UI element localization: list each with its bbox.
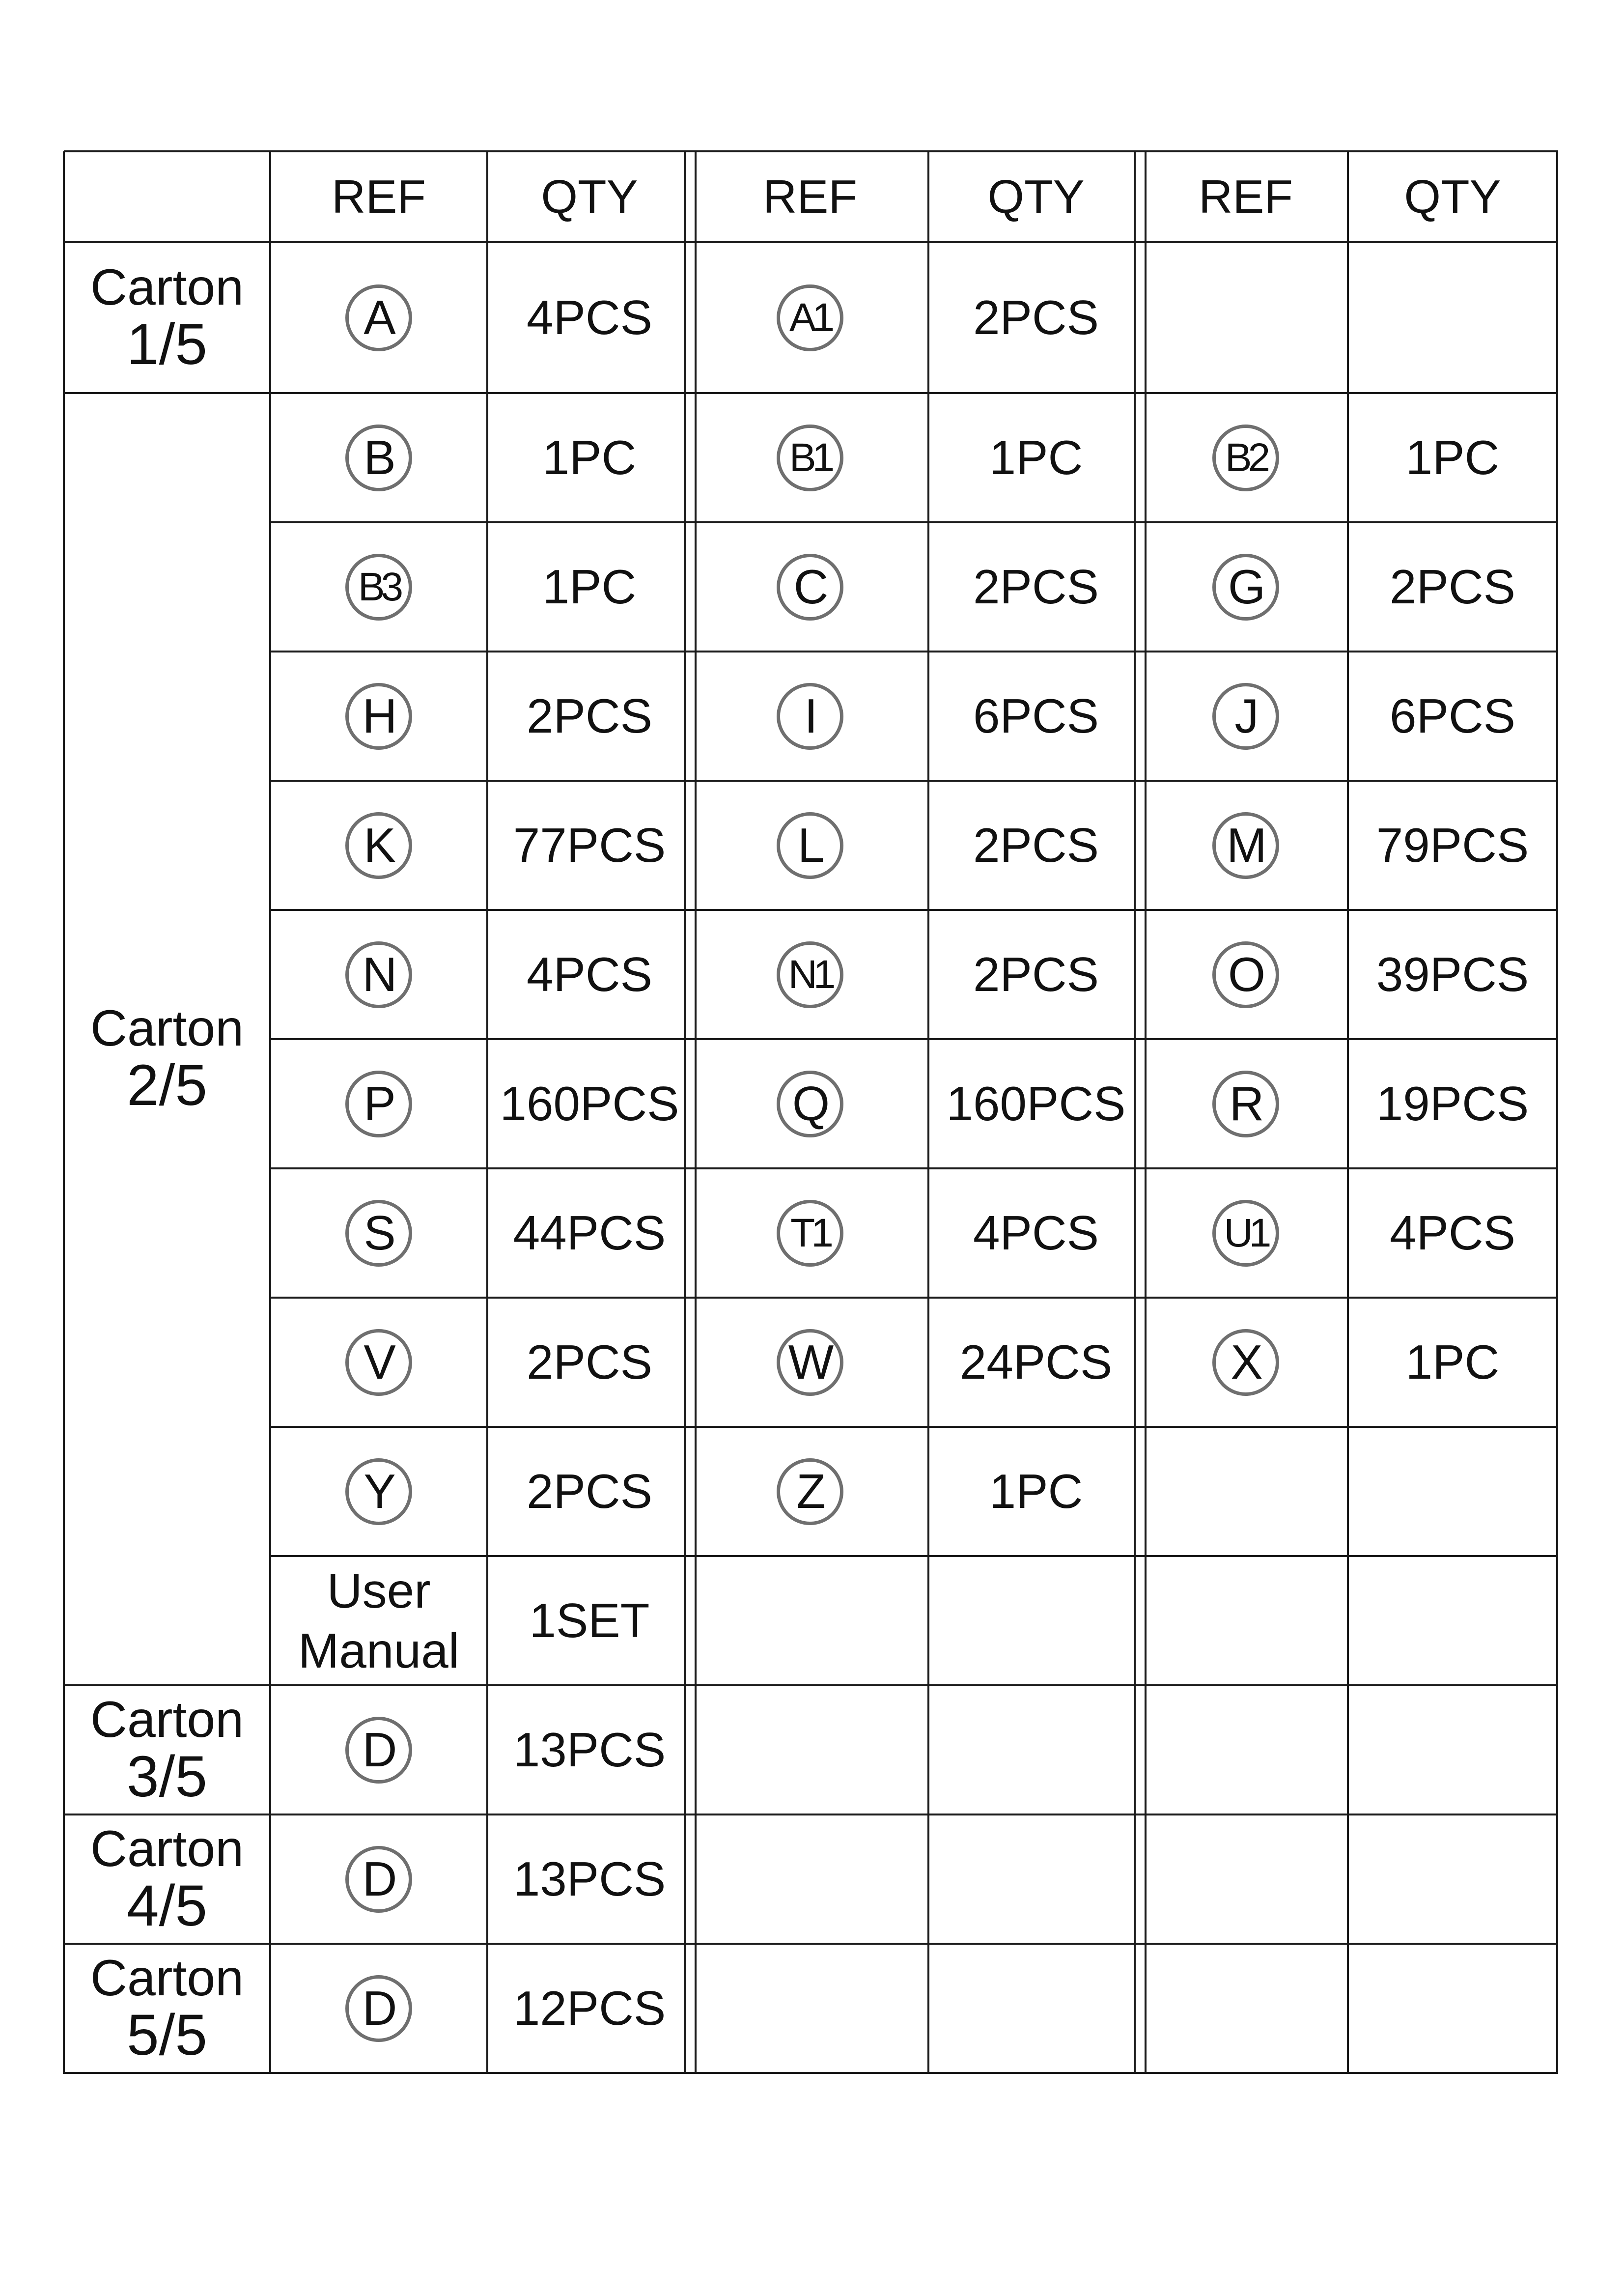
ref-cell [270, 910, 487, 1039]
header-cell: QTY [541, 170, 638, 223]
header-cell: QTY [987, 170, 1085, 223]
grid-line-vertical [695, 151, 697, 2074]
carton-label [64, 1814, 270, 1944]
qty-cell: 2PCS [973, 818, 1099, 872]
ref-circle-icon: X [1212, 1329, 1279, 1396]
carton-label [64, 1944, 270, 2073]
ref-cell [1144, 1298, 1348, 1427]
ref-cell [1144, 393, 1348, 522]
ref-circle-icon: M [1212, 812, 1279, 879]
grid-line-horizontal [64, 150, 1558, 152]
carton-word: Carton [90, 1820, 244, 1877]
ref-circle-icon: I [777, 683, 843, 750]
qty-cell: 24PCS [959, 1335, 1113, 1389]
qty-cell: 160PCS [946, 1077, 1126, 1131]
grid-line-horizontal [64, 2072, 1558, 2074]
qty-cell: 13PCS [513, 1852, 666, 1906]
qty-cell: 1PC [989, 430, 1083, 484]
carton-fraction: 2/5 [126, 1053, 208, 1118]
ref-cell [270, 393, 487, 522]
qty-cell: 1SET [529, 1593, 650, 1647]
carton-word: Carton [90, 258, 244, 316]
ref-circle-icon: H [345, 683, 412, 750]
grid-line-horizontal [270, 1426, 1558, 1428]
ref-circle-icon: B3 [345, 554, 412, 621]
ref-cell [1144, 1168, 1348, 1298]
grid-line-horizontal [64, 1943, 1558, 1945]
grid-line-vertical [1134, 151, 1136, 2074]
ref-cell [692, 1039, 928, 1168]
ref-cell [692, 393, 928, 522]
ref-cell [270, 1427, 487, 1556]
ref-circle-icon: S [345, 1200, 412, 1267]
qty-cell: 1PC [542, 560, 637, 614]
qty-cell: 2PCS [973, 290, 1099, 344]
carton-fraction: 5/5 [126, 2002, 208, 2068]
qty-cell: 4PCS [526, 290, 652, 344]
qty-cell: 77PCS [513, 818, 666, 872]
carton-label [64, 1685, 270, 1814]
carton-word: Carton [90, 1949, 244, 2007]
ref-circle-icon: B2 [1212, 425, 1279, 491]
ref-cell [1144, 522, 1348, 652]
ref-circle-icon: Y [345, 1458, 412, 1525]
ref-circle-icon: U1 [1212, 1200, 1279, 1267]
ref-cell [270, 1168, 487, 1298]
header-cell: REF [763, 170, 857, 223]
ref-circle-icon: A [345, 284, 412, 351]
ref-text: User [327, 1563, 431, 1618]
qty-cell: 4PCS [526, 947, 652, 1001]
ref-circle-icon: N1 [777, 941, 843, 1008]
qty-cell: 2PCS [526, 1335, 652, 1389]
ref-cell [692, 1298, 928, 1427]
grid-line-horizontal [64, 1814, 1558, 1815]
grid-line-horizontal [270, 521, 1558, 523]
ref-cell [1144, 910, 1348, 1039]
ref-circle-icon: V [345, 1329, 412, 1396]
header-cell: REF [332, 170, 426, 223]
grid-line-vertical [1556, 151, 1558, 2074]
carton-word: Carton [90, 1691, 244, 1748]
ref-cell [1144, 781, 1348, 910]
qty-cell: 1PC [989, 1464, 1083, 1518]
qty-cell: 2PCS [973, 560, 1099, 614]
grid-line-horizontal [270, 780, 1558, 782]
grid-line-vertical [269, 151, 271, 2074]
grid-line-vertical [1347, 151, 1349, 2074]
qty-cell: 4PCS [1389, 1206, 1515, 1260]
ref-cell [692, 1168, 928, 1298]
grid-line-horizontal [270, 1297, 1558, 1299]
ref-circle-icon: D [345, 1975, 412, 2042]
qty-cell: 79PCS [1376, 818, 1529, 872]
grid-line-vertical [927, 151, 929, 2074]
ref-circle-icon: B1 [777, 425, 843, 491]
ref-cell [692, 522, 928, 652]
grid-line-vertical [1145, 151, 1147, 2074]
carton-label [64, 242, 270, 393]
qty-cell: 19PCS [1376, 1077, 1529, 1131]
ref-cell [692, 781, 928, 910]
ref-circle-icon: K [345, 812, 412, 879]
qty-cell: 2PCS [973, 947, 1099, 1001]
grid-line-horizontal [270, 651, 1558, 652]
grid-line-horizontal [64, 1684, 1558, 1686]
ref-cell [1144, 1039, 1348, 1168]
qty-cell: 1PC [1405, 1335, 1500, 1389]
ref-circle-icon: D [345, 1717, 412, 1784]
qty-cell: 1PC [1405, 430, 1500, 484]
ref-text: Manual [298, 1623, 459, 1678]
qty-cell: 6PCS [1389, 689, 1515, 743]
ref-cell [270, 781, 487, 910]
ref-cell [270, 242, 487, 393]
qty-cell: 6PCS [973, 689, 1099, 743]
ref-cell [692, 652, 928, 781]
qty-cell: 160PCS [500, 1077, 679, 1131]
ref-cell [270, 522, 487, 652]
qty-cell: 13PCS [513, 1723, 666, 1777]
qty-cell: 2PCS [526, 689, 652, 743]
ref-circle-icon: Q [777, 1071, 843, 1137]
ref-cell [270, 1556, 487, 1685]
ref-circle-icon: A1 [777, 284, 843, 351]
ref-circle-icon: T1 [777, 1200, 843, 1267]
ref-circle-icon: W [777, 1329, 843, 1396]
ref-circle-icon: L [777, 812, 843, 879]
ref-circle-icon: N [345, 941, 412, 1008]
ref-circle-icon: P [345, 1071, 412, 1137]
qty-cell: 44PCS [513, 1206, 666, 1260]
qty-cell: 39PCS [1376, 947, 1529, 1001]
header-cell: REF [1199, 170, 1293, 223]
qty-cell: 12PCS [513, 1981, 666, 2035]
grid-line-vertical [684, 151, 686, 2074]
ref-circle-icon: B [345, 425, 412, 491]
grid-line-horizontal [270, 1038, 1558, 1040]
ref-circle-icon: G [1212, 554, 1279, 621]
carton-fraction: 3/5 [126, 1744, 208, 1809]
ref-circle-icon: C [777, 554, 843, 621]
grid-line-vertical [486, 151, 488, 2074]
grid-line-horizontal [64, 241, 1558, 243]
ref-circle-icon: O [1212, 941, 1279, 1008]
carton-word: Carton [90, 1000, 244, 1057]
ref-cell [692, 910, 928, 1039]
qty-cell: 1PC [542, 430, 637, 484]
header-cell: QTY [1404, 170, 1501, 223]
ref-cell [270, 1944, 487, 2073]
ref-cell [270, 1298, 487, 1427]
ref-cell [270, 1685, 487, 1814]
ref-cell [692, 1427, 928, 1556]
ref-circle-icon: D [345, 1846, 412, 1913]
ref-cell [270, 652, 487, 781]
carton-fraction: 4/5 [126, 1873, 208, 1938]
grid-line-horizontal [270, 1167, 1558, 1169]
ref-cell [270, 1039, 487, 1168]
grid-line-horizontal [270, 1555, 1558, 1557]
qty-cell: 2PCS [1389, 560, 1515, 614]
carton-fraction: 1/5 [126, 312, 208, 377]
qty-cell: 2PCS [526, 1464, 652, 1518]
parts-table [64, 151, 1557, 2076]
ref-cell [270, 1814, 487, 1944]
grid-line-horizontal [64, 392, 1558, 394]
grid-line-horizontal [270, 909, 1558, 911]
qty-cell: 4PCS [973, 1206, 1099, 1260]
ref-circle-icon: R [1212, 1071, 1279, 1137]
ref-cell [692, 242, 928, 393]
ref-circle-icon: J [1212, 683, 1279, 750]
ref-cell [1144, 652, 1348, 781]
carton-label [64, 393, 270, 1705]
grid-line-vertical [63, 151, 65, 2074]
ref-circle-icon: Z [777, 1458, 843, 1525]
